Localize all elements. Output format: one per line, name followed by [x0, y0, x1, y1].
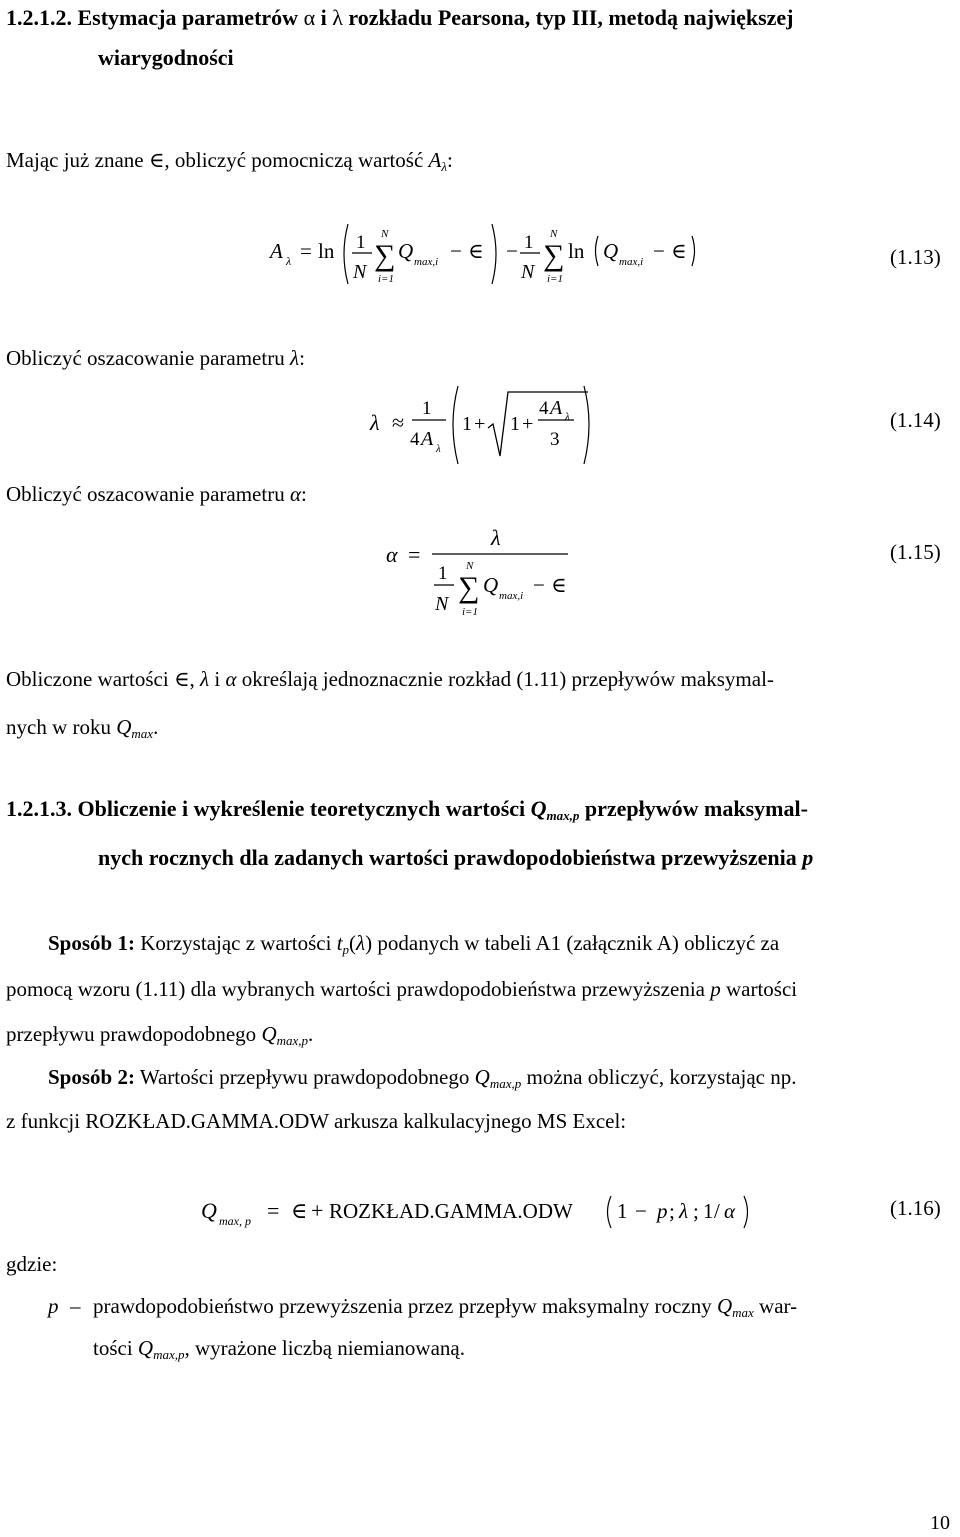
symbol-Q: Q — [474, 1065, 490, 1089]
equation-1-15 — [380, 515, 590, 621]
eq-one: 1 — [703, 1199, 714, 1223]
eq-three: 3 — [550, 429, 560, 450]
text: Wartości przepływu prawdopodobnego — [139, 1065, 470, 1089]
sum-symbol: ∑ — [458, 571, 480, 604]
text: Korzystając z wartości — [140, 931, 332, 955]
eq-lambda: λ — [679, 1199, 689, 1223]
text: można obliczyć, korzystając np. — [526, 1065, 797, 1089]
eq-function: ROZKŁAD.GAMMA.ODW — [329, 1199, 573, 1223]
eq-one: 1 — [524, 232, 534, 253]
eq-one: 1 — [617, 1199, 628, 1223]
eq-minus: − — [653, 239, 665, 263]
section-heading — [6, 794, 808, 824]
text: ) — [365, 931, 373, 955]
open-paren — [608, 1196, 612, 1228]
paragraph — [6, 344, 305, 372]
eq-Q: Q — [398, 239, 414, 263]
subscript: max,p — [546, 808, 580, 823]
subscript: max,p — [276, 1033, 309, 1048]
paragraph — [6, 480, 307, 508]
equation-number: (1.14) — [890, 408, 941, 432]
subscript: max,p — [489, 1076, 522, 1091]
close-paren — [692, 236, 695, 266]
eq-one: 1 — [422, 398, 432, 419]
alpha-symbol: α — [303, 5, 316, 30]
text: : — [447, 148, 453, 172]
eq-four: 4 — [539, 398, 549, 419]
equation-number: (1.16) — [890, 1196, 941, 1220]
text: i — [214, 667, 221, 691]
eq-sep: ; — [669, 1199, 675, 1223]
equation-1-13 — [260, 218, 740, 290]
eq-epsilon: ∈ — [291, 1198, 308, 1223]
section-heading — [6, 3, 793, 33]
text: , — [189, 667, 195, 691]
page-number: 10 — [930, 1512, 950, 1534]
text: Mając już znane — [6, 148, 144, 172]
close-paren — [584, 386, 589, 464]
symbol-Q: Q — [116, 715, 132, 739]
open-paren — [344, 224, 348, 284]
text: prawdopodobieństwo przewyższenia przez przepływ maksymalny roczny — [93, 1294, 712, 1318]
definition-line — [93, 1292, 797, 1320]
alpha-symbol: α — [289, 482, 301, 506]
eq-alpha: α — [386, 542, 398, 567]
definition-dash: – — [70, 1294, 81, 1318]
eq-lambda: λ — [491, 525, 501, 550]
eq-Q-sub: max,i — [499, 590, 524, 602]
method-label: Sposób 2: — [48, 1065, 135, 1089]
section-heading-line2: wiarygodności — [98, 45, 234, 70]
eq-lambda-sub: λ — [436, 443, 441, 455]
where-label: gdzie: — [6, 1252, 58, 1276]
symbol-Q: Q — [261, 1022, 277, 1046]
eq-epsilon: ∈ — [551, 573, 567, 597]
paragraph — [6, 146, 453, 174]
paragraph — [6, 665, 774, 693]
eq-four: 4 — [410, 429, 420, 450]
eq-lambda: λ — [370, 410, 380, 435]
eq-plus: + — [474, 413, 486, 435]
text: Obliczyć oszacowanie parametru — [6, 482, 285, 506]
text: nych w roku — [6, 715, 111, 739]
eq-one: 1 — [356, 232, 366, 253]
definition-symbol — [48, 1292, 59, 1320]
symbol-p: p — [710, 977, 721, 1001]
equation-1-14 — [362, 380, 602, 472]
eq-alpha: α — [724, 1199, 736, 1223]
open-paren — [453, 386, 458, 464]
text: ( — [349, 931, 357, 955]
text: wartości — [725, 977, 798, 1001]
text: przepływu prawdopodobnego — [6, 1022, 257, 1046]
section-title-part: i — [320, 5, 327, 30]
symbol-Q: Q — [716, 1294, 733, 1318]
symbol-t: t — [336, 931, 343, 955]
eq-lambda-sub: λ — [286, 254, 292, 268]
symbol-Q: Q — [137, 1336, 154, 1360]
lambda-symbol: λ — [200, 667, 210, 691]
method-label: Sposób 1: — [48, 931, 135, 955]
eq-Q: Q — [483, 573, 499, 597]
section-title-part: przepływów maksymal- — [584, 796, 808, 821]
eq-epsilon: ∈ — [671, 239, 687, 263]
eq-minus: − — [533, 573, 545, 597]
subscript: max,p — [153, 1347, 185, 1362]
eq-Q: Q — [201, 1198, 217, 1223]
eq-sep: ; — [693, 1199, 699, 1223]
lambda-symbol: λ — [289, 346, 300, 370]
text: podanych w tabeli A1 (załącznik A) obliczyć za — [377, 931, 780, 955]
paragraph-line — [6, 1020, 313, 1048]
section-number: 1.2.1.3. — [6, 796, 72, 821]
eq-ln: ln — [568, 239, 585, 263]
section-title-part: Obliczenie i wykreślenie teoretycznych wartości — [77, 796, 526, 821]
eq-N: N — [353, 261, 367, 283]
close-paren — [744, 1196, 748, 1228]
text: , wyrażone liczbą niemianowaną. — [184, 1336, 465, 1360]
equation-1-16 — [195, 1188, 765, 1234]
eq-one: 1 — [438, 563, 448, 584]
eq-A: A — [550, 397, 563, 419]
open-paren — [596, 236, 599, 266]
lambda-symbol: λ — [356, 931, 366, 955]
section-title-part: nych rocznych dla zadanych wartości prawdopodobieństwa przewyższenia — [98, 845, 797, 870]
text: . — [153, 715, 159, 739]
eq-plus: + — [522, 413, 534, 435]
eq-one: 1 — [510, 413, 520, 435]
eq-minus: − — [450, 239, 462, 263]
eq-Q-sub: max,i — [414, 256, 439, 268]
eq-Q-sub: max,i — [619, 256, 644, 268]
sum-lower: i=1 — [378, 273, 394, 285]
section-number: 1.2.1.2. — [6, 5, 72, 30]
paragraph — [48, 1063, 796, 1091]
sum-symbol: ∑ — [374, 239, 396, 272]
paragraph-line: z funkcji ROZKŁAD.GAMMA.ODW arkusza kalkulacyjnego MS Excel: — [6, 1109, 627, 1133]
paragraph — [48, 929, 779, 957]
text: Obliczone wartości — [6, 667, 169, 691]
eq-epsilon: ∈ — [468, 239, 484, 263]
symbol-p: p — [48, 1294, 59, 1318]
section-heading-line2 — [98, 843, 813, 873]
eq-slash: / — [714, 1199, 720, 1223]
sum-upper: N — [381, 228, 389, 240]
equation-number: (1.15) — [890, 540, 941, 564]
paragraph-line — [6, 975, 797, 1003]
eq-Q-sub: max, p — [219, 1214, 251, 1228]
eq-ln: ln — [318, 239, 335, 263]
text: tości — [93, 1336, 133, 1360]
epsilon-symbol: ∈ — [173, 667, 190, 691]
text: , obliczyć pomocniczą wartość — [164, 148, 424, 172]
sum-lower: i=1 — [462, 606, 478, 618]
text: określają jednoznacznie rozkład (1.11) przepływów maksymal- — [241, 667, 774, 691]
epsilon-symbol: ∈ — [148, 148, 165, 172]
text: war- — [759, 1294, 798, 1318]
definition-line — [93, 1334, 465, 1362]
paragraph-line — [6, 713, 158, 741]
alpha-symbol: α — [225, 667, 237, 691]
subscript: max — [131, 726, 154, 741]
sum-upper: N — [550, 228, 558, 240]
eq-N: N — [435, 593, 449, 615]
equation-number: (1.13) — [890, 245, 941, 269]
eq-Q: Q — [603, 239, 619, 263]
eq-p: p — [657, 1199, 668, 1223]
eq-plus: + — [311, 1198, 324, 1223]
eq-equals: = — [300, 239, 312, 263]
sum-lower: i=1 — [547, 273, 563, 285]
sum-upper: N — [466, 560, 474, 572]
text: pomocą wzoru (1.11) dla wybranych wartości prawdopodobieństwa przewyższenia — [6, 977, 705, 1001]
eq-approx: ≈ — [392, 410, 405, 435]
eq-A: A — [270, 239, 283, 263]
eq-equals: = — [267, 1198, 280, 1223]
eq-minus: − — [635, 1199, 647, 1223]
text: : — [299, 346, 305, 370]
sqrt-sign — [488, 392, 588, 456]
lambda-symbol: λ — [332, 5, 343, 30]
subscript: max — [732, 1305, 754, 1320]
eq-minus: − — [506, 239, 518, 263]
symbol-Q: Q — [530, 796, 547, 821]
lambda-subscript: λ — [441, 159, 447, 174]
eq-A: A — [421, 428, 434, 450]
eq-N: N — [521, 261, 535, 283]
text: . — [308, 1022, 314, 1046]
text: : — [300, 482, 307, 506]
close-paren — [492, 224, 496, 284]
eq-lambda-sub: λ — [565, 411, 570, 423]
symbol-A: A — [428, 148, 442, 172]
sum-symbol: ∑ — [543, 239, 565, 272]
section-title-part: rozkładu Pearsona, typ III, metodą największej — [348, 5, 794, 30]
section-title-part: Estymacja parametrów — [77, 5, 299, 30]
subscript: p — [342, 942, 350, 957]
symbol-p: p — [802, 845, 814, 870]
text: Obliczyć oszacowanie parametru — [6, 346, 285, 370]
eq-one: 1 — [462, 413, 472, 435]
eq-equals: = — [408, 542, 421, 567]
